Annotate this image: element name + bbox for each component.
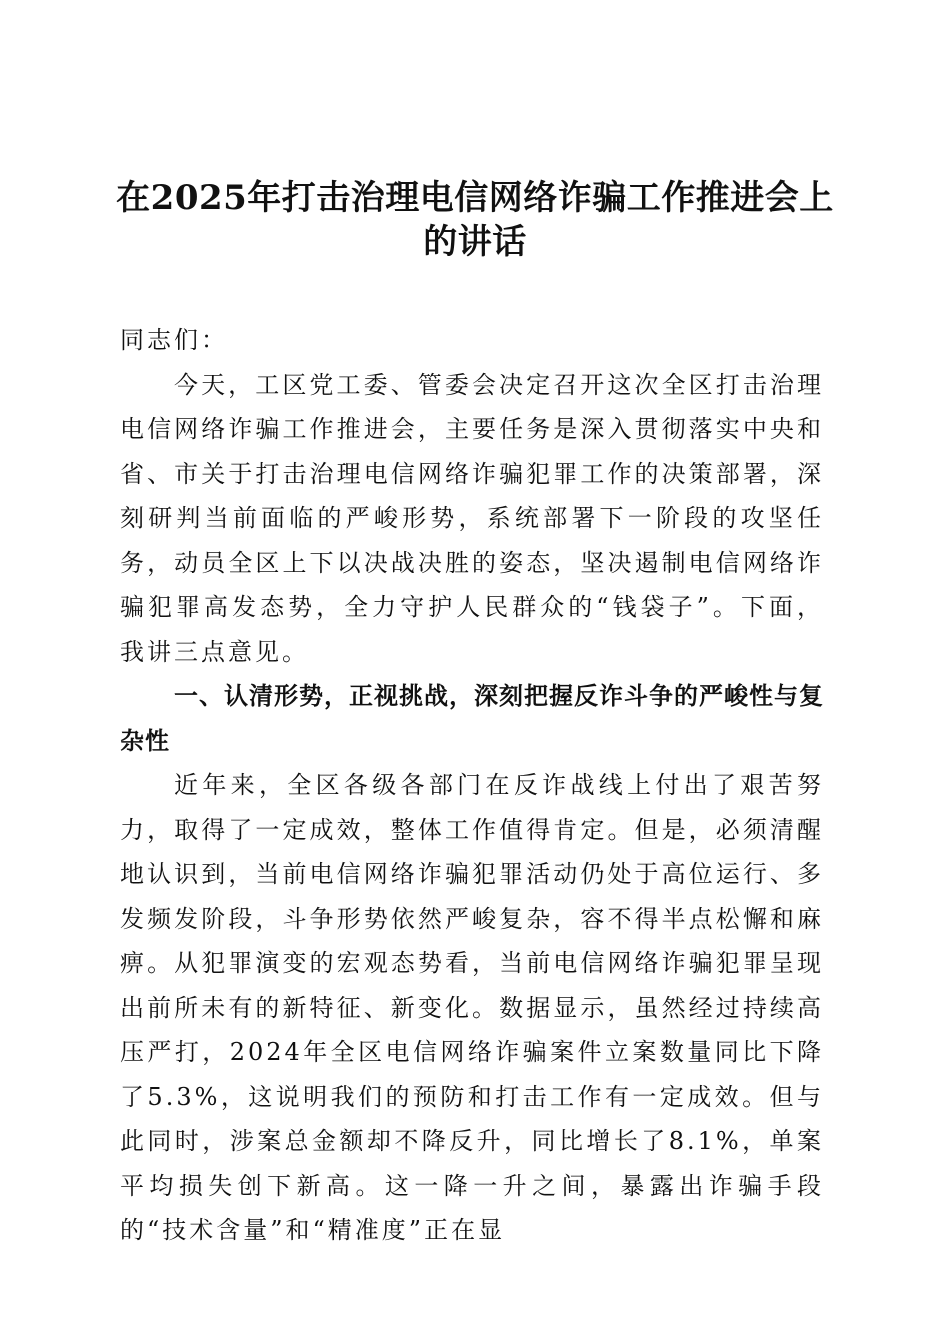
opening-paragraph: 今天，工区党工委、管委会决定召开这次全区打击治理电信网络诈骗工作推进会，主要任务是深入贯彻落实中央和省、市关于打击治理电信网络诈骗犯罪工作的决策部署，深刻研判当前面临的严峻形势，系统部署下一阶段的攻坚任务，动员全区上下以决战决胜的姿态，坚决遏制电信网络诈骗犯罪高发态势，全力守护人民群众的“钱袋子”。下面，我讲三点意见。: [120, 370, 824, 666]
salutation: 同志们：: [120, 326, 228, 354]
section-heading: 一、认清形势，正视挑战，深刻把握反诈斗争的严峻性与复杂性: [120, 682, 824, 755]
document-body: [120, 318, 824, 1253]
section-paragraph: 近年来，全区各级各部门在反诈战线上付出了艰苦努力，取得了一定成效，整体工作值得肯定。但是，必须清醒地认识到，当前电信网络诈骗犯罪活动仍处于高位运行、多发频发阶段，斗争形势依然严峻复杂，容不得半点松懈和麻痹。从犯罪演变的宏观态势看，当前电信网络诈骗犯罪呈现出前所未有的新特征、新变化。数据显示，虽然经过持续高压严打，2024年全区电信网络诈骗案件立案数量同比下降了5.3%，这说明我们的预防和打击工作有一定成效。但与此同时，涉案总金额却不降反升，同比增长了8.1%，单案平均损失创下新高。这一降一升之间，暴露出诈骗手段的“技术含量”和“精准度”正在显: [120, 771, 824, 1244]
document-title: 在2025年打击治理电信网络诈骗工作推进会上的讲话: [116, 178, 834, 262]
